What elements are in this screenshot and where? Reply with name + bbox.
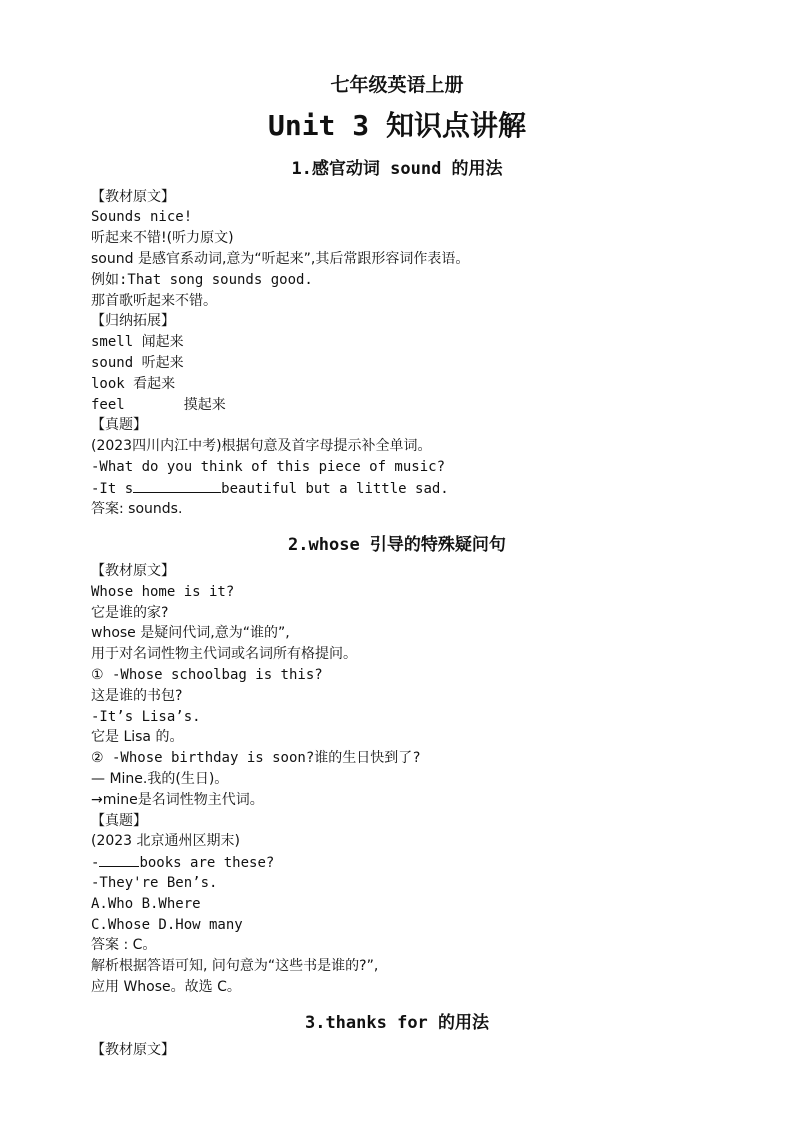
translation-line: 听起来不错!(听力原文) xyxy=(91,230,234,246)
answer-line: 答案 : C。 xyxy=(91,937,157,953)
answer-blank xyxy=(99,852,139,867)
vocab-item: feel 摸起来 xyxy=(91,397,226,413)
label-exam: 【真题】 xyxy=(91,417,147,433)
fill-prefix: - xyxy=(91,855,100,871)
section-heading-1: 1.感官动词 sound 的用法 xyxy=(291,159,503,179)
explanation-line: whose 是疑问代词,意为“谁的”, xyxy=(91,625,290,641)
label-extension: 【归纳拓展】 xyxy=(91,313,175,329)
label-textbook: 【教材原文】 xyxy=(91,1042,175,1058)
translation-line: 那首歌听起来不错。 xyxy=(91,293,217,309)
vocab-item: look 看起来 xyxy=(91,376,176,392)
choice-line: C.Whose D.How many xyxy=(91,917,243,933)
translation-line: 它是 Lisa 的。 xyxy=(91,729,184,745)
exam-source: (2023四川内江中考)根据句意及首字母提示补全单词。 xyxy=(91,438,432,454)
example-line: ① -Whose schoolbag is this? xyxy=(91,667,323,683)
grade-title: 七年级英语上册 xyxy=(330,74,464,96)
label-exam: 【真题】 xyxy=(91,813,147,829)
fill-suffix: books are these? xyxy=(139,855,275,871)
example-line: Sounds nice! xyxy=(91,209,193,225)
analysis-line: 解析根据答语可知, 问句意为“这些书是谁的?”, xyxy=(91,958,379,974)
example-line: ② -Whose birthday is soon?谁的生日快到了? xyxy=(91,750,421,766)
explanation-line: sound 是感官系动词,意为“听起来”,其后常跟形容词作表语。 xyxy=(91,251,470,267)
label-textbook: 【教材原文】 xyxy=(91,189,175,205)
fill-suffix: beautiful but a little sad. xyxy=(221,481,449,497)
translation-line: 它是谁的家? xyxy=(91,605,169,621)
example-line: Whose home is it? xyxy=(91,584,235,600)
example-line: 例如:That song sounds good. xyxy=(91,272,313,288)
fill-prefix: -It s xyxy=(91,481,134,497)
answer-blank xyxy=(133,478,221,493)
exam-question: -They're Ben’s. xyxy=(91,875,218,891)
exam-question: -What do you think of this piece of music? xyxy=(91,459,446,475)
exam-source: (2023 北京通州区期末) xyxy=(91,833,241,849)
section-heading-3: 3.thanks for 的用法 xyxy=(304,1013,490,1033)
choice-line: A.Who B.Where xyxy=(91,896,201,912)
analysis-line: 应用 Whose。故选 C。 xyxy=(91,979,241,995)
explanation-line: 用于对名词性物主代词或名词所有格提问。 xyxy=(91,646,357,662)
exam-question-fill xyxy=(91,478,449,499)
note-line: →mine是名词性物主代词。 xyxy=(91,792,264,808)
example-line: -It’s Lisa’s. xyxy=(91,709,201,725)
vocab-item: smell 闻起来 xyxy=(91,334,184,350)
example-line: — Mine.我的(生日)。 xyxy=(91,771,229,787)
page-title: Unit 3 知识点讲解 xyxy=(267,109,526,142)
translation-line: 这是谁的书包? xyxy=(91,688,183,704)
vocab-item: sound 听起来 xyxy=(91,355,184,371)
label-textbook: 【教材原文】 xyxy=(91,563,175,579)
exam-question-fill xyxy=(91,852,274,873)
answer-line: 答案: sounds. xyxy=(91,501,183,517)
section-heading-2: 2.whose 引导的特殊疑问句 xyxy=(288,535,506,555)
